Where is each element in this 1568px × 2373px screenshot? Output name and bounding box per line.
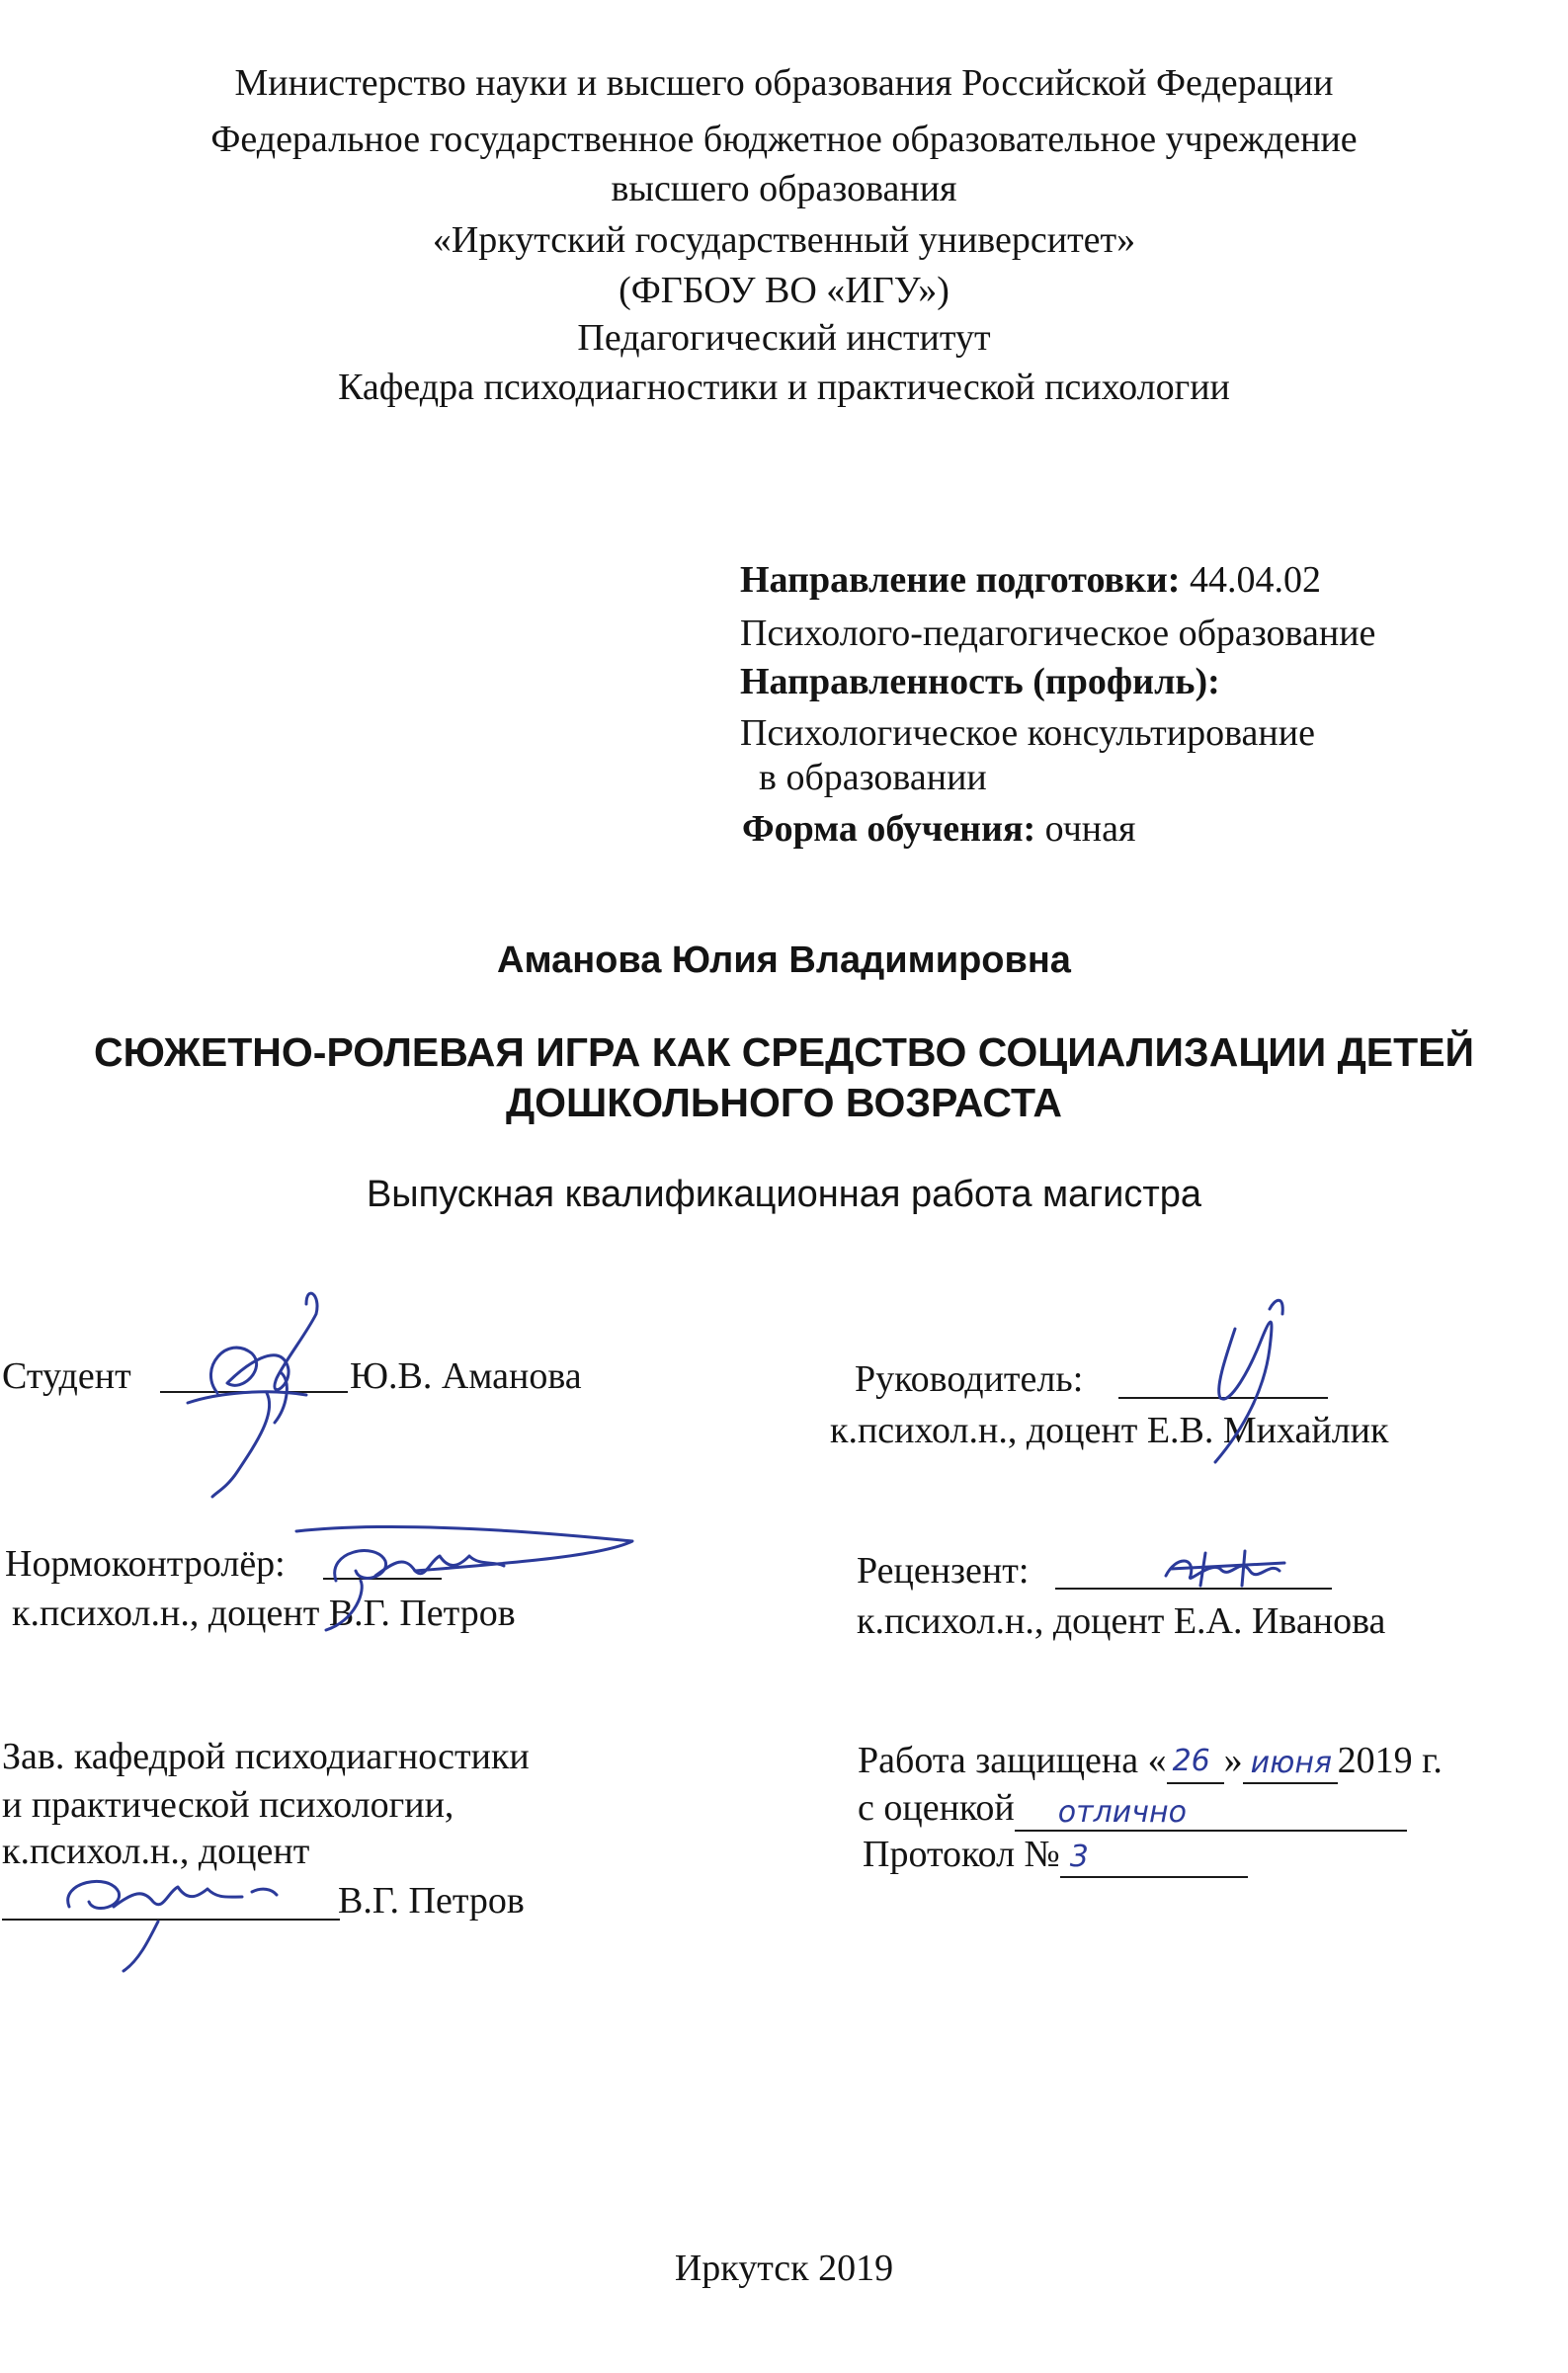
supervisor-signature-icon — [1176, 1289, 1314, 1467]
grade-label: с оценкой — [858, 1787, 1015, 1829]
student-signature-icon — [158, 1274, 336, 1502]
form-label: Форма обучения: — [742, 808, 1036, 850]
defense-quote-close: » — [1223, 1740, 1243, 1781]
head-name: В.Г. Петров — [338, 1880, 525, 1922]
direction-name: Психолого-педагогическое образование — [740, 613, 1376, 654]
normcontrol-signature-icon — [267, 1512, 642, 1660]
reviewer-signature-icon — [1151, 1541, 1299, 1600]
student-label: Студент — [2, 1355, 131, 1397]
protocol-field — [1060, 1839, 1248, 1878]
defense-day-field — [1167, 1745, 1224, 1784]
defense-day: 26 — [1172, 1744, 1210, 1778]
thesis-title-line-2: ДОШКОЛЬНОГО ВОЗРАСТА — [505, 1080, 1063, 1125]
defense-label: Работа защищена « — [858, 1740, 1167, 1781]
profile-label: Направленность (профиль): — [740, 661, 1220, 702]
protocol-number: 3 — [1069, 1840, 1089, 1874]
reviewer-label: Рецензент: — [857, 1550, 1030, 1592]
thesis-title-line-1: СЮЖЕТНО-РОЛЕВАЯ ИГРА КАК СРЕДСТВО СОЦИАЛИЗАЦИИ ДЕТЕЙ — [93, 1029, 1475, 1075]
university-abbr-line: (ФГБОУ ВО «ИГУ») — [619, 270, 949, 311]
reviewer-credentials: к.психол.н., доцент Е.А. Иванова — [857, 1600, 1386, 1642]
normcontrol-credentials: к.психол.н., доцент В.Г. Петров — [12, 1593, 516, 1634]
direction-code: 44.04.02 — [1189, 559, 1321, 601]
form-value: очная — [1044, 808, 1136, 850]
grade-value: отлично — [1057, 1795, 1187, 1830]
institute-line: Педагогический институт — [577, 317, 991, 359]
institution-type-line: Федеральное государственное бюджетное образовательное учреждение — [210, 119, 1358, 160]
direction-row — [740, 556, 1321, 604]
university-name-line: «Иркутский государственный университет» — [432, 219, 1136, 261]
form-row — [742, 805, 1135, 853]
footer-city-year: Иркутск 2019 — [674, 2248, 894, 2289]
author-name: Аманова Юлия Владимировна — [497, 940, 1071, 981]
defense-year: 2019 г. — [1337, 1740, 1443, 1781]
protocol-label: Протокол № — [863, 1834, 1060, 1875]
protocol-row — [863, 1831, 1248, 1878]
grade-field — [1015, 1792, 1407, 1832]
head-signature-icon — [30, 1847, 316, 1976]
normcontrol-label: Нормоконтролёр: — [5, 1543, 286, 1585]
supervisor-credentials: к.психол.н., доцент Е.В. Михайлик — [830, 1410, 1389, 1451]
grade-row — [858, 1784, 1407, 1832]
student-name: Ю.В. Аманова — [350, 1355, 582, 1397]
profile-line-1: Психологическое консультирование — [740, 712, 1315, 754]
head-title-line-3: к.психол.н., доцент — [2, 1831, 310, 1872]
department-line: Кафедра психодиагностики и практической психологии — [338, 367, 1230, 408]
direction-label: Направление подготовки: — [740, 559, 1181, 601]
head-title-line-2: и практической психологии, — [2, 1784, 454, 1826]
defense-month-field — [1243, 1745, 1338, 1784]
profile-line-2: в образовании — [759, 757, 987, 798]
education-level-line: высшего образования — [611, 168, 957, 209]
defense-month: июня — [1250, 1746, 1332, 1780]
supervisor-label: Руководитель: — [855, 1358, 1084, 1400]
ministry-line: Министерство науки и высшего образования Российской Федерации — [234, 62, 1334, 104]
work-type: Выпускная квалификационная работа магистра — [366, 1174, 1202, 1215]
defense-date-row — [858, 1737, 1443, 1784]
head-title-line-1: Зав. кафедрой психодиагностики — [2, 1736, 530, 1777]
